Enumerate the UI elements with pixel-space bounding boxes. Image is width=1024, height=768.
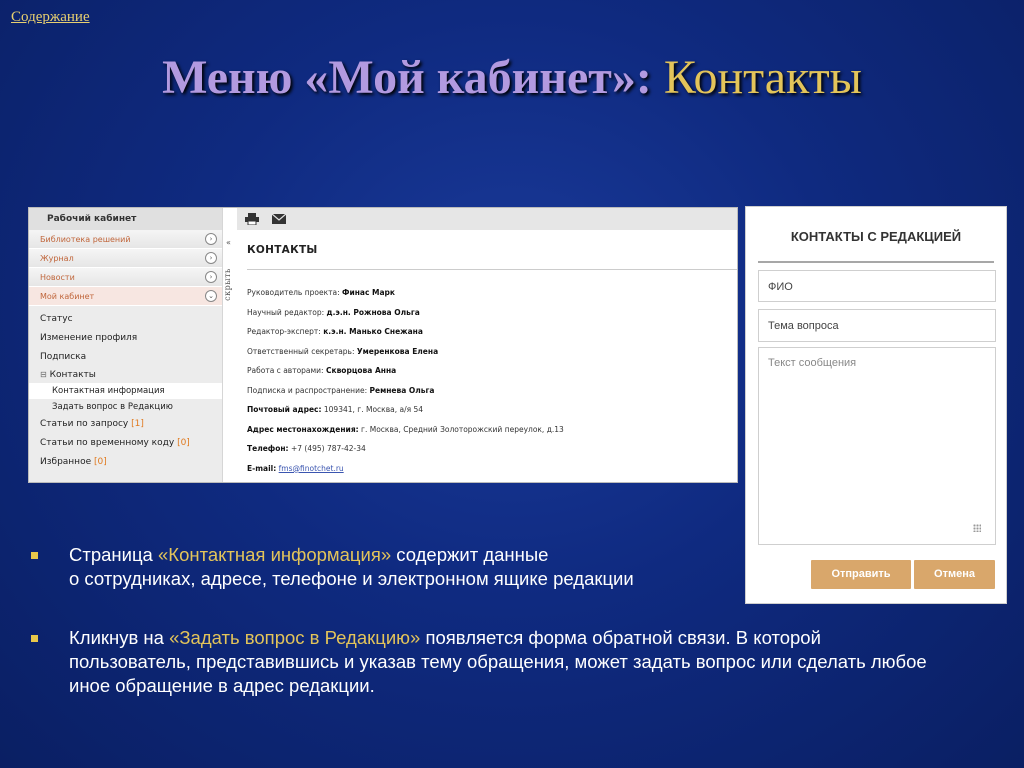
expand-icon[interactable]: › <box>205 271 217 283</box>
field-value: г. Москва, Средний Золоторожский переулок, д.13 <box>358 424 564 434</box>
field-label: Телефон: <box>247 444 289 453</box>
sidebar-link-temp-code[interactable] <box>29 434 222 453</box>
sidebar-link-favorites[interactable] <box>29 453 222 472</box>
resize-grip-icon[interactable] <box>973 524 981 532</box>
sidebar-link-label: Контакты <box>49 370 96 380</box>
sidebar-link-label: Статьи по временному коду <box>40 438 175 448</box>
sidebar-link-status[interactable]: Статус <box>40 314 73 324</box>
contact-row <box>247 308 737 328</box>
email <box>247 464 737 484</box>
sidebar-item-label: Мой кабинет <box>40 292 95 301</box>
contact-role: Научный редактор: <box>247 307 327 317</box>
sidebar-item-label: Библиотека решений <box>40 235 131 244</box>
collapse-icon[interactable]: ⌄ <box>205 290 217 302</box>
toolbar <box>237 208 737 230</box>
sidebar-link-label: Избранное <box>40 457 92 467</box>
subject-field[interactable]: Тема вопроса <box>758 309 996 342</box>
contact-row <box>247 386 737 406</box>
cancel-button[interactable]: Отмена <box>914 560 995 589</box>
sidebar-link-contact-info[interactable]: Контактная информация <box>29 383 222 399</box>
double-chevron-left-icon: « <box>226 238 231 247</box>
sidebar-item-label: Новости <box>40 273 75 282</box>
location-address <box>247 425 737 445</box>
contact-role: Редактор-эксперт: <box>247 327 324 336</box>
contacts-content <box>237 230 737 482</box>
sidebar-link-ask-question[interactable]: Задать вопрос в Редакцию <box>52 402 173 412</box>
cabinet-screenshot <box>28 207 738 483</box>
page-title: КОНТАКТЫ <box>247 244 737 270</box>
bullet-text <box>69 543 949 591</box>
sidebar <box>29 208 223 482</box>
expand-icon[interactable]: › <box>205 252 217 264</box>
field-value: 109341, г. Москва, а/я 54 <box>321 405 424 414</box>
bullet-text-part: Страница <box>69 544 158 565</box>
contact-role: Подписка и распространение: <box>247 385 370 395</box>
sidebar-link-requested[interactable] <box>29 415 222 434</box>
sidebar-link-subscription[interactable]: Подписка <box>40 352 87 362</box>
bullet-text <box>69 626 929 698</box>
send-button[interactable]: Отправить <box>811 560 911 589</box>
contact-person: Ремнева Ольга <box>369 385 435 395</box>
minus-box-icon[interactable]: ⊟ <box>40 370 47 379</box>
contact-person: Финас Марк <box>342 288 395 297</box>
expand-icon[interactable]: › <box>205 233 217 245</box>
contact-role: Ответственный секретарь: <box>247 346 357 356</box>
bullet-text-part: Кликнув на <box>69 627 170 648</box>
contact-row <box>247 366 737 386</box>
print-icon[interactable] <box>245 213 259 225</box>
email-link[interactable]: fms@finotchet.ru <box>278 463 344 473</box>
sidebar-item-library[interactable] <box>29 230 222 249</box>
contact-person: к.э.н. Манько Снежана <box>323 327 423 336</box>
sidebar-link-contacts[interactable] <box>29 367 222 383</box>
bullet-highlight: «Задать вопрос в Редакцию» <box>169 627 421 648</box>
collapse-sidebar-toggle[interactable] <box>223 230 237 320</box>
bullet-highlight: «Контактная информация» <box>158 544 392 565</box>
slide-title <box>0 50 1024 105</box>
title-main: Меню «Мой кабинет»: <box>162 51 652 104</box>
contact-row <box>247 288 737 308</box>
bullet-text-part: содержит данные <box>391 544 549 565</box>
sidebar-link-profile[interactable]: Изменение профиля <box>40 333 138 343</box>
sidebar-item-journal[interactable] <box>29 249 222 268</box>
postal-address <box>247 405 737 425</box>
sidebar-item-label: Журнал <box>40 254 74 263</box>
contact-row <box>247 347 737 367</box>
phone <box>247 444 737 464</box>
toc-link[interactable]: Содержание <box>11 9 90 25</box>
sidebar-item-news[interactable] <box>29 268 222 287</box>
field-value: +7 (495) 787-42-34 <box>288 444 366 453</box>
title-accent: Контакты <box>663 51 862 104</box>
form-title: КОНТАКТЫ С РЕДАКЦИЕЙ <box>758 229 994 263</box>
field-label: E-mail: <box>247 463 277 473</box>
count-badge: [1] <box>131 419 144 429</box>
field-label: Адрес местонахождения: <box>247 424 359 434</box>
contact-person: Умеренкова Елена <box>356 346 439 356</box>
bullet-text-part: появляется форма обратной связи. В которой пользователь, представившись и указав тему обращения, может задать вопрос или сделать любое иное обращение в адрес редакции. <box>69 627 927 696</box>
bullet-marker <box>31 552 38 559</box>
count-badge: [0] <box>177 438 190 448</box>
collapse-label: скрыть <box>222 268 232 301</box>
contact-role: Работа с авторами: <box>247 366 326 375</box>
sidebar-header: Рабочий кабинет <box>29 208 222 230</box>
bullet-marker <box>31 635 38 642</box>
contact-person: д.э.н. Рожнова Ольга <box>326 307 420 317</box>
count-badge: [0] <box>93 457 107 467</box>
field-label: Почтовый адрес: <box>247 405 322 414</box>
message-textarea[interactable] <box>758 347 996 545</box>
sidebar-link-label: Статьи по запросу <box>40 419 129 429</box>
contact-row <box>247 327 737 347</box>
name-field[interactable]: ФИО <box>758 270 996 302</box>
bullet-text-part: о сотрудниках, адресе, телефоне и электронном ящике редакции <box>69 568 634 589</box>
contact-person: Скворцова Анна <box>325 366 397 375</box>
message-placeholder: Текст сообщения <box>768 357 857 369</box>
mail-icon[interactable] <box>272 213 286 225</box>
contact-role: Руководитель проекта: <box>247 288 343 297</box>
sidebar-item-my-cabinet[interactable] <box>29 287 222 306</box>
